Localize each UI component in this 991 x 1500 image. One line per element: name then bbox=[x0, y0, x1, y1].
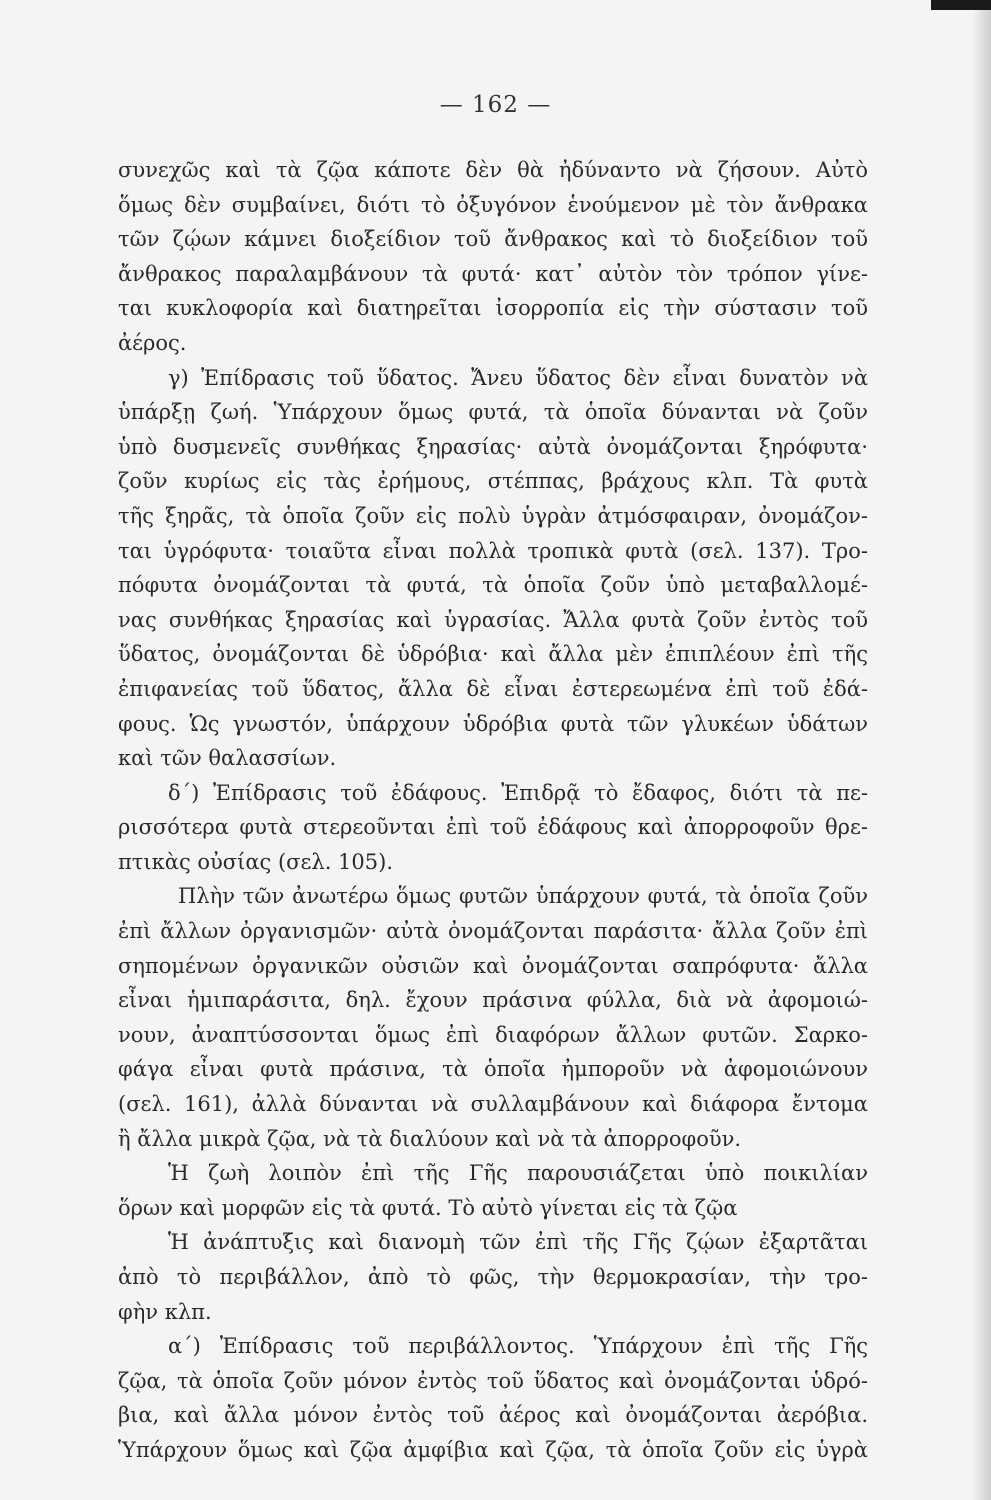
page-corner-mark bbox=[931, 0, 991, 10]
text-line: Πλὴν τῶν ἀνωτέρω ὅμως φυτῶν ὑπάρχουν φυτά, τὰ ὁποῖα ζοῦν bbox=[178, 884, 868, 909]
text-line: νουν, ἀναπτύσσονται ὅμως ἐπὶ διαφόρων ἄλλων φυτῶν. Σαρκο- bbox=[118, 1022, 868, 1047]
text-line: ἀέρος. bbox=[118, 330, 187, 355]
text-line: ὑπάρξῃ ζωή. Ὑπάρχουν ὅμως φυτά, τὰ ὁποῖα δύνανται νὰ ζοῦν bbox=[118, 400, 868, 425]
text-line: ἀπὸ τὸ περιβάλλον, ἀπὸ τὸ φῶς, τὴν θερμοκρασίαν, τὴν τρο- bbox=[118, 1265, 868, 1289]
text-line: ζῷα, τὰ ὁποῖα ζοῦν μόνον ἐντὸς τοῦ ὕδατος καὶ ὀνομάζονται ὑδρό- bbox=[118, 1368, 868, 1393]
text-line: εἶναι ἡμιπαράσιτα, δηλ. ἔχουν πράσινα φύλλα, διὰ νὰ ἀφομοιώ- bbox=[118, 988, 868, 1013]
page-edge bbox=[973, 0, 991, 1500]
text-line: ται ὑγρόφυτα· τοιαῦτα εἶναι πολλὰ τροπικὰ φυτὰ (σελ. 137). Τρο- bbox=[118, 538, 868, 563]
text-line: ἐπὶ ἄλλων ὀργανισμῶν· αὐτὰ ὀνομάζονται παράσιτα· ἄλλα ζοῦν ἐπὶ bbox=[118, 919, 868, 944]
text-line: πόφυτα ὀνομάζονται τὰ φυτά, τὰ ὁποῖα ζοῦν ὑπὸ μεταβαλλομέ- bbox=[118, 573, 868, 598]
text-line: Ὑπάρχουν ὅμως καὶ ζῷα ἀμφίβια καὶ ζῷα, τὰ ὁποῖα ζοῦν εἰς ὑγρὰ bbox=[118, 1437, 868, 1462]
text-line: δ΄) Ἐπίδρασις τοῦ ἐδάφους. Ἐπιδρᾷ τὸ ἔδαφος, διότι τὰ πε- bbox=[168, 780, 868, 805]
text-line: ἐπιφανείας τοῦ ὕδατος, ἄλλα δὲ εἶναι ἐστερεωμένα ἐπὶ τοῦ ἐδά- bbox=[118, 676, 868, 701]
text-line: ὅρων καὶ μορφῶν εἰς τὰ φυτά. Τὸ αὐτὸ γίνεται εἰς τὰ ζῷα bbox=[118, 1195, 738, 1220]
text-line: γ) Ἐπίδρασις τοῦ ὕδατος. Ἄνευ ὕδατος δὲν εἶναι δυνατὸν νὰ bbox=[168, 365, 868, 390]
text-line: πτικὰς οὐσίας (σελ. 105). bbox=[118, 849, 394, 874]
text-line: ἄνθρακος παραλαμβάνουν τὰ φυτά· κατ᾽ αὐτὸν τὸν τρόπον γίνε- bbox=[118, 261, 868, 286]
text-line: φους. Ὡς γνωστόν, ὑπάρχουν ὑδρόβια φυτὰ τῶν γλυκέων ὑδάτων bbox=[118, 711, 868, 736]
text-line: φὴν κλπ. bbox=[118, 1299, 212, 1324]
text-line: ὕδατος, ὀνομάζονται δὲ ὑδρόβια· καὶ ἄλλα μὲν ἐπιπλέουν ἐπὶ τῆς bbox=[118, 642, 868, 667]
text-line: τῶν ζῴων κάμνει διοξείδιον τοῦ ἄνθρακος καὶ τὸ διοξείδιον τοῦ bbox=[118, 227, 868, 252]
page-number: — 162 — bbox=[439, 92, 552, 118]
text-line: ὅμως δὲν συμβαίνει, διότι τὸ ὀξυγόνον ἑνούμενον μὲ τὸν ἄνθρακα bbox=[118, 192, 868, 217]
text-line: Ἡ ζωὴ λοιπὸν ἐπὶ τῆς Γῆς παρουσιάζεται ὑπὸ ποικιλίαν bbox=[168, 1161, 868, 1186]
text-line: (σελ. 161), ἀλλὰ δύνανται νὰ συλλαμβάνουν καὶ διάφορα ἔντομα bbox=[118, 1092, 868, 1117]
text-line: ρισσότερα φυτὰ στερεοῦνται ἐπὶ τοῦ ἐδάφους καὶ ἀπορροφοῦν θρε- bbox=[118, 815, 868, 840]
text-line: ται κυκλοφορία καὶ διατηρεῖται ἰσορροπία εἰς τὴν σύστασιν τοῦ bbox=[118, 296, 868, 321]
text-line: καὶ τῶν θαλασσίων. bbox=[118, 746, 337, 771]
text-line: νας συνθήκας ξηρασίας καὶ ὑγρασίας. Ἄλλα φυτὰ ζοῦν ἐντὸς τοῦ bbox=[118, 607, 868, 632]
text-line: φάγα εἶναι φυτὰ πράσινα, τὰ ὁποῖα ἠμποροῦν νὰ ἀφομοιώνουν bbox=[118, 1057, 868, 1082]
text-line: ὑπὸ δυσμενεῖς συνθήκας ξηρασίας· αὐτὰ ὀνομάζονται ξηρόφυτα· bbox=[118, 434, 868, 459]
text-line: σηπομένων ὀργανικῶν οὐσιῶν καὶ ὀνομάζονται σαπρόφυτα· ἄλλα bbox=[118, 953, 868, 978]
text-line: συνεχῶς καὶ τὰ ζῷα κάποτε δὲν θὰ ἠδύναντο νὰ ζήσουν. Αὐτὸ bbox=[118, 158, 868, 182]
text-line: α΄) Ἐπίδρασις τοῦ περιβάλλοντος. Ὑπάρχουν ἐπὶ τῆς Γῆς bbox=[168, 1334, 868, 1359]
text-line: ἢ ἄλλα μικρὰ ζῷα, νὰ τὰ διαλύουν καὶ νὰ τὰ ἀπορροφοῦν. bbox=[118, 1126, 742, 1151]
text-line: τῆς ξηρᾶς, τὰ ὁποῖα ζοῦν εἰς πολὺ ὑγρὰν ἀτμόσφαιραν, ὀνομάζον- bbox=[118, 503, 868, 528]
text-line: βια, καὶ ἄλλα μόνον ἐντὸς τοῦ ἀέρος καὶ ὀνομάζονται ἀερόβια. bbox=[118, 1403, 868, 1428]
text-line: Ἡ ἀνάπτυξις καὶ διανομὴ τῶν ἐπὶ τῆς Γῆς ζῴων ἐξαρτᾶται bbox=[168, 1230, 868, 1255]
body-text bbox=[118, 153, 868, 1468]
text-line: ζοῦν κυρίως εἰς τὰς ἐρήμους, στέππας, βράχους κλπ. Τὰ φυτὰ bbox=[118, 469, 868, 494]
